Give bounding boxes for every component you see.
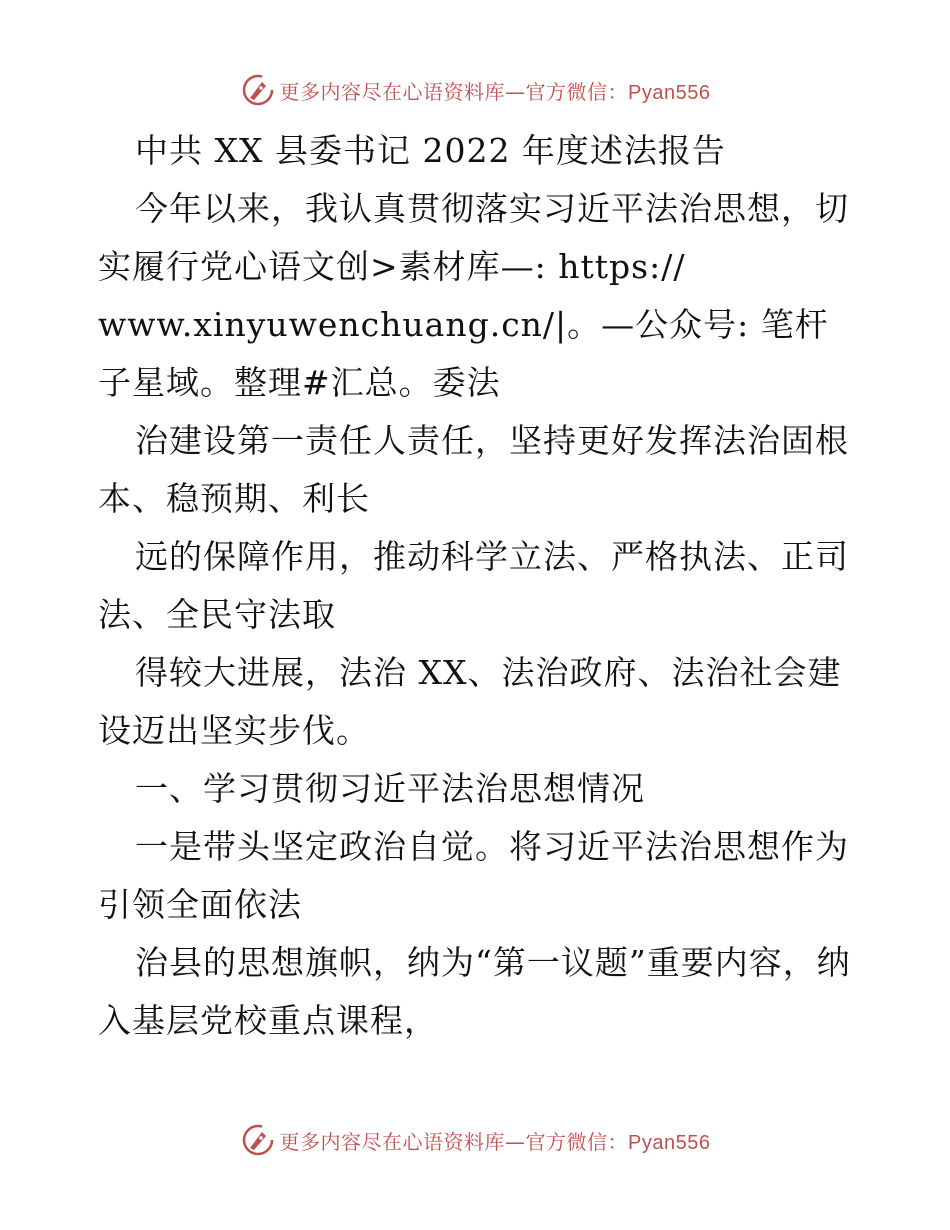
document-body <box>98 122 858 1050</box>
pen-nib-logo-icon <box>240 1122 276 1158</box>
paragraph: 远的保障作用，推动科学立法、严格执法、正司法、全民守法取 <box>98 537 849 634</box>
paragraph: 得较大进展，法治 XX、法治政府、法治社会建设迈出坚实步伐。 <box>98 653 842 750</box>
watermark-text: 更多内容尽在心语资料库—官方微信：Pyan556 <box>279 1129 711 1154</box>
document-title: 中共 XX 县委书记 2022 年度述法报告 <box>135 131 726 170</box>
header-watermark <box>0 70 950 110</box>
watermark-text: 更多内容尽在心语资料库—官方微信：Pyan556 <box>279 79 711 104</box>
section-heading: 一、学习贯彻习近平法治思想情况 <box>135 769 645 808</box>
footer-watermark <box>0 1120 950 1160</box>
paragraph: 一是带头坚定政治自觉。将习近平法治思想作为引领全面依法 <box>98 827 849 924</box>
paragraph: 治县的思想旗帜，纳为“第一议题”重要内容，纳入基层党校重点课程， <box>98 943 851 1040</box>
paragraph: 治建设第一责任人责任，坚持更好发挥法治固根本、稳预期、利长 <box>98 421 849 518</box>
pen-nib-logo-icon <box>240 72 276 108</box>
paragraph: 今年以来，我认真贯彻落实习近平法治思想，切实履行党心语文创>素材库—: https:// www.xinyuwenchuang.cn/|。—公众号: 笔杆子星域。整理#汇总。委法 <box>98 189 849 402</box>
